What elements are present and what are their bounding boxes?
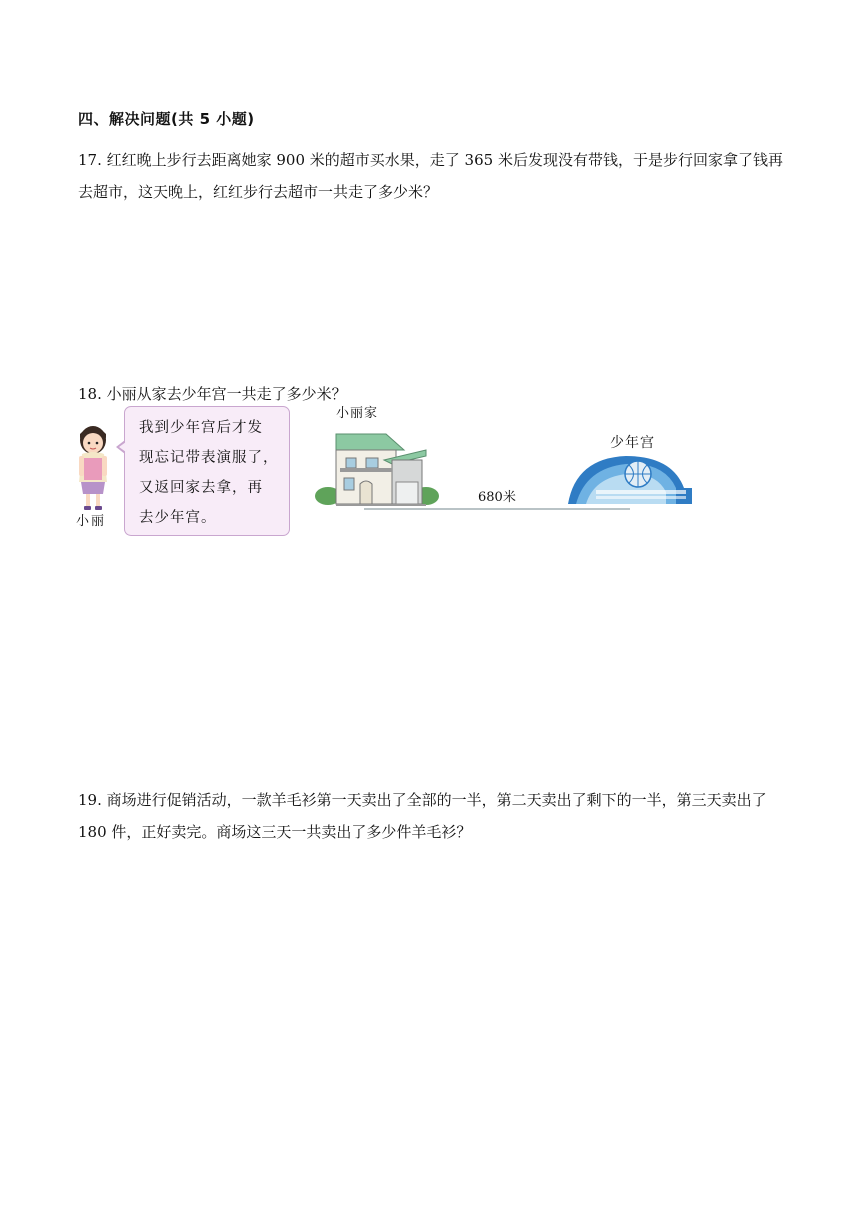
girl-illustration — [70, 420, 116, 512]
speech-line: 现忘记带表演服了， — [139, 450, 279, 466]
distance-label: 680米 — [478, 490, 516, 505]
palace-label: 少年宫 — [610, 435, 655, 451]
question-18-figure — [70, 400, 710, 550]
road-line — [364, 508, 630, 510]
speech-line: 去少年宫。 — [139, 510, 217, 526]
youth-palace-illustration — [566, 448, 694, 506]
girl-name-label: 小丽 — [76, 514, 107, 529]
home-label: 小丽家 — [336, 406, 379, 421]
question-18: 18. 小丽从家去少年宫一共走了多少米？ — [78, 385, 347, 403]
speech-line: 又返回家去拿，再 — [139, 480, 263, 496]
speech-line: 我到少年宫后才发 — [139, 420, 263, 436]
speech-bubble-tail-fill — [119, 442, 126, 452]
section-title: 四、解决问题(共 5 小题) — [78, 110, 255, 128]
question-17: 17. 红红晚上步行去距离她家 900 米的超市买水果，走了 365 米后发现没有带钱，于是步行回家拿了钱再去超市，这天晚上，红红步行去超市一共走了多少米？ — [78, 151, 783, 201]
question-19: 19. 商场进行促销活动，一款羊毛衫第一天卖出了全部的一半，第二天卖出了剩下的一半，第三天卖出了 180 件，正好卖完。商场这三天一共卖出了多少件羊毛衫？ — [78, 791, 767, 841]
speech-bubble — [124, 406, 290, 536]
house-illustration — [314, 430, 440, 506]
